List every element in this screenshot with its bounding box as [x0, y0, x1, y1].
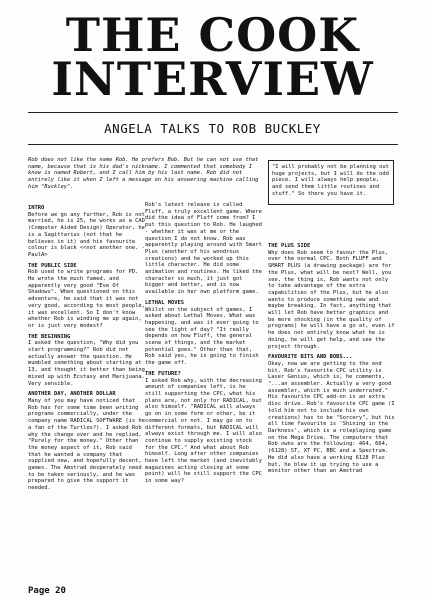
section-heading: THE FUTURE? [145, 370, 181, 377]
column-2 [145, 202, 263, 489]
section-text: Rob's latest release is called Fluff, a truly excellent game. Where did the idea of Fluff come from? I put this question to Rob. He laughed - whether it was at me or the question I do not know. Rob was apparently playing around with Smart Plus (another of his wondrous creations) and he worked up this little character. He did some animation and routines. He liked the character so much, it just got bigger and better, and is now available in her own platform game. [145, 202, 262, 296]
section-text: Many of you may have noticed that Rob has for some time been writing programs commercially, under the company name RADICAL SOFTWARE (is he a fan of the Turtles?). I asked Rob why the change over and he replied, "Purely for the money." Other than the money aspect of it, Rob said that he wanted a company that supplied new, and hopefully decent, games. The Amstrad desperately need to be taken seriously, and he was prepared to give the support it needed. [28, 397, 145, 492]
intro-paragraph: Rob does not like the name Rob. He prefers Bob. But he can not use that name, because that is his dad's nickname. I commented that somebody I know is named Robert, and I call him by his last name. Rob did not entirely like it when I left a message on his answering machine calling him "Buckley". [28, 157, 259, 190]
section-text: Rob used to write programs for PD. He wrote the much famed, and apparently very good "Eve Of Shadows". When questioned on this adventure, he said that it was not very good, according to most people, it was excellent. So I don't know whether Rob is winding me up again, or is just very modest? [28, 269, 145, 329]
section-heading: LETHAL MOVES [145, 299, 184, 306]
section-text: Before we go any further, Rob is not married, he is 25, he works as a CAD (Computer Aided Design) Operator, he is a Sagittarius (not that he believes in it) and his favourite colour is black <<not another one. -PaulA> [28, 211, 145, 258]
top-divider [28, 112, 398, 113]
section-heading: THE PLUS SIDE [268, 243, 311, 249]
section-heading: FAVOURITE BITS AND BOBS... [268, 354, 353, 361]
section-heading: THE BEGINNING [28, 333, 71, 340]
column-3 [268, 240, 396, 479]
section-text: Whilst on the subject of games, I asked about Lethal Moves. What was happening, and was it ever going to see the light of day? "It really depends on how Fluff, the general scene of things, and the market potential goes." Other than that, Rob said yes, he is going to finish the game off. [145, 306, 259, 367]
section-heading: ANOTHER DAY, ANOTHER DOLLAR [28, 391, 116, 398]
section-text: I asked Rob why, with the decreasing amount of companies left, is he still supporting the CPC, what his plans are, not only for RADICAL, but also himself. "RADICAL will always go on in some form or other, be it commercial or not. I may go on to different formats, but RADICAL will always exist through me. I will also continue to supply existing stock for the CPC." And what about Rob himself. Long after other companies have left the market (and inevitably magazines acting closing at some point) will he still support the CPC in some way? [145, 377, 262, 485]
section-heading: THE PUBLIC SIDE [28, 262, 77, 269]
title-line-2: INTERVIEW [51, 52, 374, 106]
subtitle-divider [28, 144, 398, 145]
section-heading: INTRO [28, 205, 45, 211]
section-text: I asked the question, "Why did you start programming?" Rob did not actually answer the question. He mumbled something about starting at 13, and thought it better than being mixed up with Ecstasy and Marijuana. Very sensible. [28, 340, 145, 387]
section-text: Why does Rob seem to favour the Plus, over the normal CPC. Both FLUFF and SMART PLUS (a drawing package) are for the Plus, what will be next? Well, you see, the thing is, Rob wants not only to take advantage of the extra capabilities of the Plus, but he also wants to produce something new and maybe breaking. In fact, anything that will let Rob have better graphics and be more shocking (in the quality of programs) he will have a go at, even if he does not entirely know what he is doing, he will get help, and see the project through. [268, 249, 395, 350]
title-line-1: THE COOK [65, 8, 360, 62]
quote-box: "I will probably not be planning out huge projects, but I will do the odd piece. I will always help people, and send them little routines and stuff." So there you have it. [268, 160, 394, 205]
subtitle: ANGELA TALKS TO ROB BUCKLEY [104, 121, 321, 136]
page-number: Page 20 [28, 586, 66, 596]
column-1 [28, 202, 146, 496]
section-text: Okay, now we are getting to the end bit. Rob's favourite CPC utility is Laser Genius, which is, he comments, "...an assembler. Actually a very good assembler, which is much underrated." His favourite CPC add-on is an extra disc drive. Rob's favourite CPC game (I told him not to include his own creations) has to be "Sorcery", but his all time favourite is 'Shining in the Darkness', which is a roleplaying game on the Mega Drive. The computers that Rob owns are the following: 464, 664, (6128) ST, XT PC, BBC and a Spectrum. He did also have a working 6128 Plus but, he blew it up trying to use a monitor other than an Amstrad [268, 360, 395, 475]
